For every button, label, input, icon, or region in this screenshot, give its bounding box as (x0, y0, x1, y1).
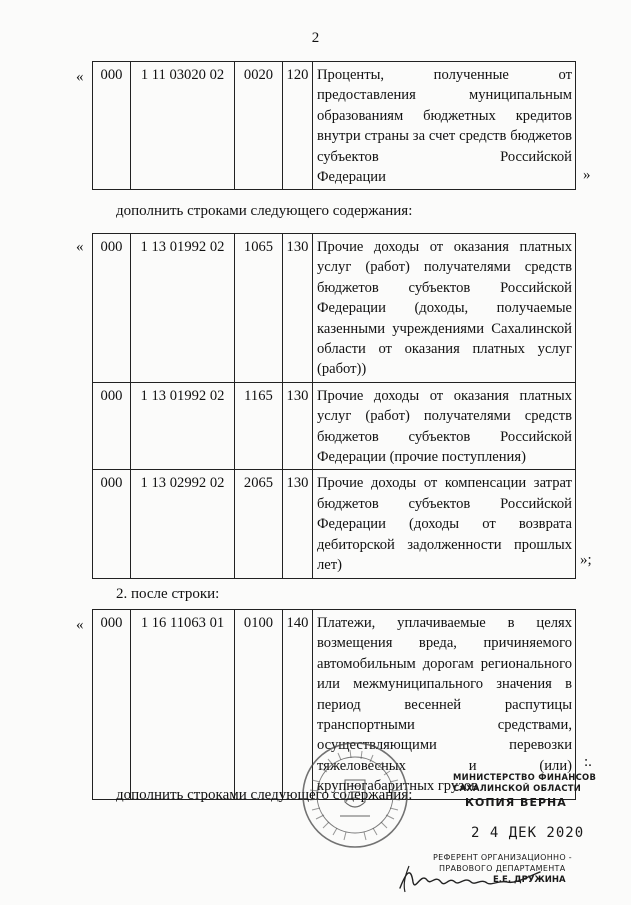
code-program: 1065 (235, 234, 283, 383)
table-row (93, 470, 576, 578)
code-kosgu: 130 (283, 382, 313, 470)
cert-position: РЕФЕРЕНТ ОРГАНИЗАЦИОННО - (433, 853, 572, 862)
table-row (93, 234, 576, 383)
code-kosgu: 130 (283, 470, 313, 578)
cert-ministry: МИНИСТЕРСТВО ФИНАНСОВ (453, 772, 597, 782)
code-program: 0100 (235, 610, 283, 800)
code-kosgu: 140 (283, 610, 313, 800)
open-quote: « (76, 617, 84, 633)
code-kosgu: 120 (283, 62, 313, 190)
code-admin: 000 (93, 234, 131, 383)
row-description: Прочие доходы от оказания платных услуг (работ) получателями средств бюджетов субъектов Российской Федерации (прочие поступления) (313, 382, 576, 470)
table-row (93, 382, 576, 470)
row-description: Прочие доходы от оказания платных услуг (работ) получателями средств бюджетов субъектов Российской Федерации (доходы, получаемые казенными учреждениями Сахалинской области от оказания платных услуг (работ)) (313, 234, 576, 383)
table-existing-row (92, 61, 576, 190)
code-program: 0020 (235, 62, 283, 190)
instruction-add-2: дополнить строками следующего содержания: (116, 787, 413, 803)
code-admin: 000 (93, 382, 131, 470)
cert-region: САХАЛИНСКОЙ ОБЛАСТИ (453, 783, 582, 793)
cert-department: ПРАВОВОГО ДЕПАРТАМЕНТА (439, 864, 566, 873)
code-kbk: 1 13 01992 02 (131, 382, 235, 470)
table-row (93, 62, 576, 190)
code-kbk: 1 13 01992 02 (131, 234, 235, 383)
code-kbk: 1 16 11063 01 (131, 610, 235, 800)
code-admin: 000 (93, 62, 131, 190)
open-quote: « (76, 239, 84, 255)
open-quote: « (76, 69, 84, 85)
row-description: Платежи, уплачиваемые в целях возмещения вреда, причиняемого автомобильным дорогам регионального или межмуниципального значения в период весенней распутицы транспортными средствами, осуществляющими перевозки тяжеловесных и (или) крупногабаритных грузов (313, 610, 576, 800)
code-kbk: 1 11 03020 02 (131, 62, 235, 190)
instruction-add-1: дополнить строками следующего содержания: (116, 203, 413, 219)
row-description: Прочие доходы от компенсации затрат бюджетов субъектов Российской Федерации (доходы от возврата дебиторской задолженности прошлых лет) (313, 470, 576, 578)
code-kbk: 1 13 02992 02 (131, 470, 235, 578)
table-added-rows (92, 233, 576, 579)
code-program: 1165 (235, 382, 283, 470)
page-number: 2 (311, 30, 320, 46)
code-kosgu: 130 (283, 234, 313, 383)
round-seal-icon (300, 740, 410, 850)
close-quote: » (583, 167, 591, 183)
close-quote-dots: :. (584, 754, 592, 770)
code-admin: 000 (93, 610, 131, 800)
code-admin: 000 (93, 470, 131, 578)
cert-date: 2 4 ДЕК 2020 (471, 825, 585, 841)
instruction-after-row: 2. после строки: (116, 586, 220, 602)
cert-copy-true: КОПИЯ ВЕРНА (465, 796, 567, 809)
row-description: Проценты, полученные от предоставления муниципальным образованиям бюджетных кредитов внутри страны за счет средств бюджетов субъектов Российской Федерации (313, 62, 576, 190)
close-quote-semicolon: »; (580, 552, 592, 568)
signature-icon (395, 862, 545, 894)
cert-name: Е.Е. ДРУЖИНА (493, 875, 566, 885)
code-program: 2065 (235, 470, 283, 578)
